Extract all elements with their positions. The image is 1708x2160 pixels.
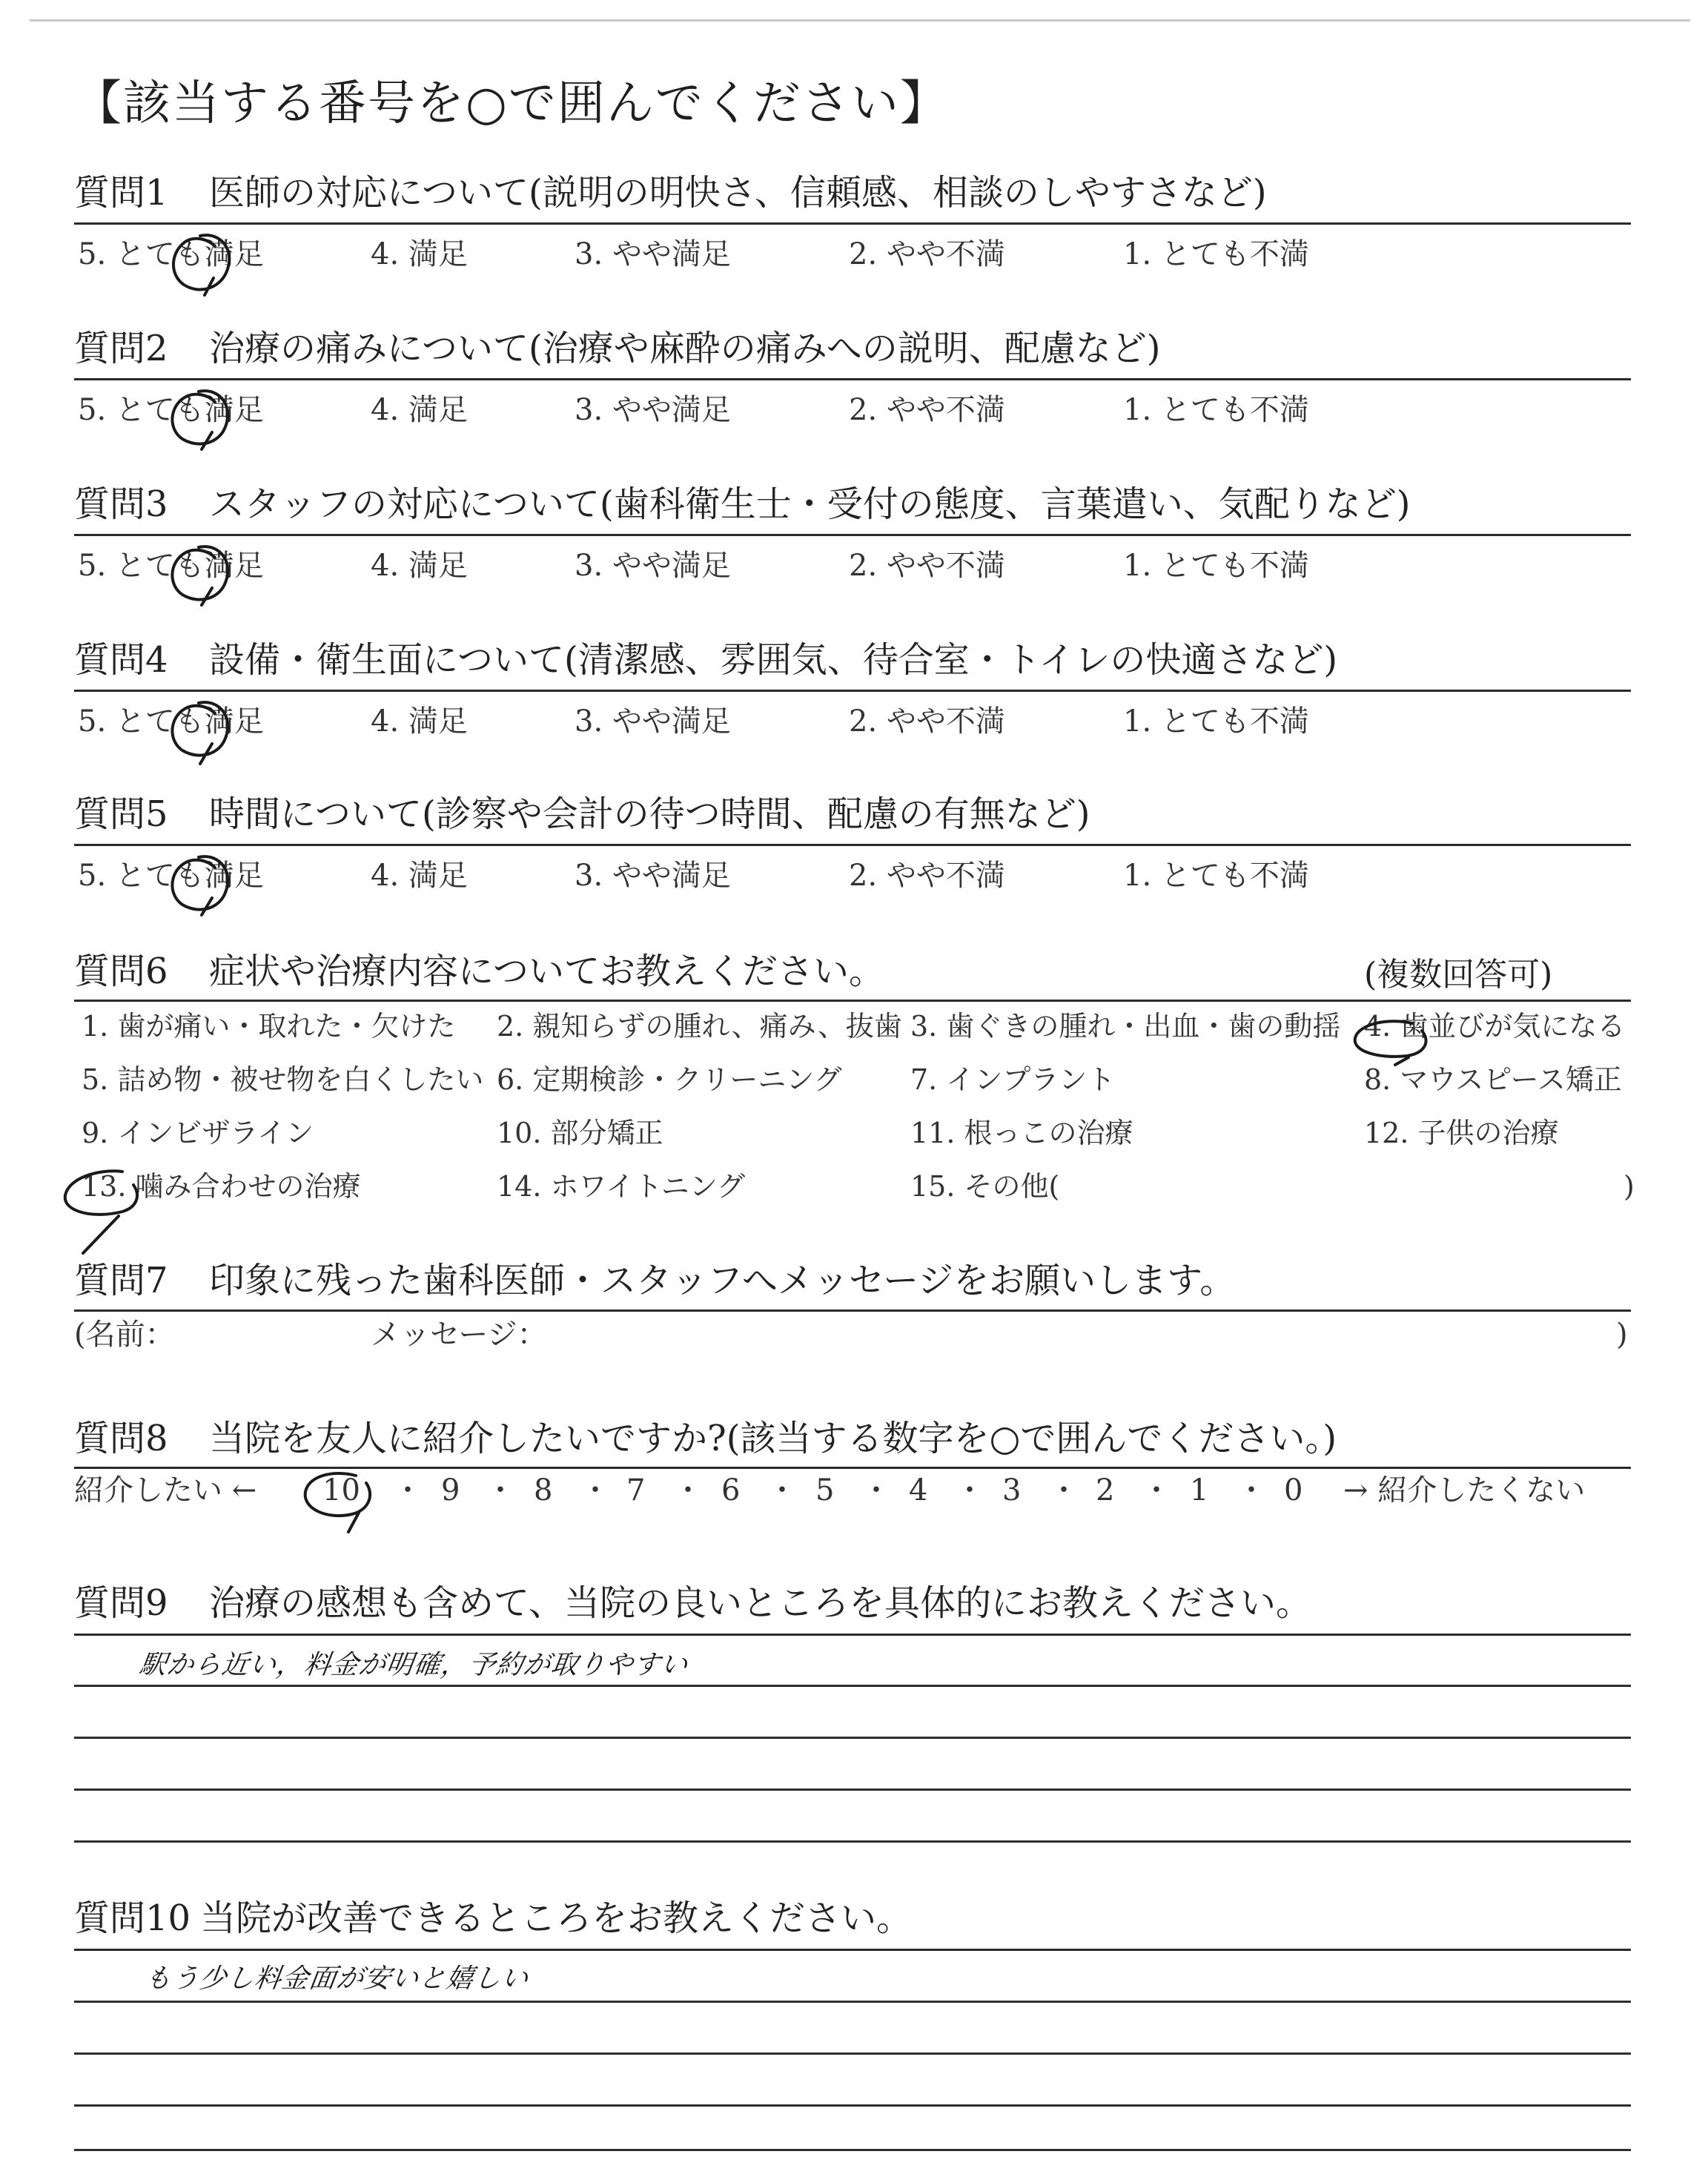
q6-option-6[interactable]: 6. 定期検診・クリーニング xyxy=(497,1063,842,1096)
scale-separator: ・ xyxy=(955,1473,984,1507)
message-label[interactable]: メッセージ： xyxy=(371,1318,547,1352)
rating-option-1[interactable]: 1. とても不満 xyxy=(1123,859,1309,893)
page-top-edge xyxy=(30,19,1690,22)
question-number: 質問9 xyxy=(74,1582,168,1624)
scale-value-7[interactable]: 7 xyxy=(626,1473,646,1507)
question-rule xyxy=(74,1634,1631,1636)
scale-value-0[interactable]: 0 xyxy=(1284,1473,1303,1507)
scale-value-8[interactable]: 8 xyxy=(534,1473,553,1507)
question-10 xyxy=(74,1895,1631,1942)
question-7 xyxy=(74,1257,1631,1304)
question-rule xyxy=(74,1309,1631,1312)
name-label: (名前： xyxy=(74,1318,175,1352)
scale-right-label: → 紹介したくない xyxy=(1343,1473,1586,1507)
question-2 xyxy=(74,325,1631,372)
question-rule xyxy=(74,222,1631,225)
rating-option-2[interactable]: 2. やや不満 xyxy=(849,859,1005,893)
rating-option-3[interactable]: 3. やや満足 xyxy=(575,393,731,427)
rating-option-5[interactable]: 5. とても満足 xyxy=(78,549,264,583)
question-rule xyxy=(74,1949,1631,1951)
answer-line xyxy=(74,2001,1631,2003)
q6-option-12[interactable]: 12. 子供の治療 xyxy=(1364,1117,1559,1149)
rating-option-2[interactable]: 2. やや不満 xyxy=(849,393,1005,427)
scale-separator: ・ xyxy=(1049,1473,1079,1507)
question-3 xyxy=(74,480,1631,528)
q6-option-9[interactable]: 9. インビザライン xyxy=(82,1117,314,1149)
scale-separator: ・ xyxy=(486,1473,515,1507)
multiple-answers-note: (複数回答可) xyxy=(1364,956,1553,994)
question-9 xyxy=(74,1579,1631,1627)
message-close-paren: ) xyxy=(1616,1318,1628,1352)
question-number: 質問3 xyxy=(74,483,168,525)
q6-option-13[interactable]: 13. 噛み合わせの治療 xyxy=(82,1170,361,1203)
question-text: 治療の感想も含めて、当院の良いところを具体的にお教えください。 xyxy=(209,1582,1312,1624)
question-rule xyxy=(74,690,1631,692)
answer-line xyxy=(74,1685,1631,1687)
rating-option-3[interactable]: 3. やや満足 xyxy=(575,237,731,271)
form-heading: 【該当する番号を○で囲んでください】 xyxy=(74,76,949,131)
question-text: 症状や治療内容についてお教えください。 xyxy=(209,951,885,992)
q6-option-14[interactable]: 14. ホワイトニング xyxy=(497,1170,746,1203)
q6-option-1[interactable]: 1. 歯が痛い・取れた・欠けた xyxy=(82,1010,456,1043)
scale-value-9[interactable]: 9 xyxy=(441,1473,460,1507)
scale-value-3[interactable]: 3 xyxy=(1002,1473,1022,1507)
q6-option-row xyxy=(82,1115,1638,1157)
scale-separator: ・ xyxy=(767,1473,797,1507)
question-number: 質問5 xyxy=(74,793,168,835)
question-5 xyxy=(74,790,1631,838)
q7-message-row xyxy=(74,1316,1631,1358)
question-rule xyxy=(74,844,1631,846)
answer-line xyxy=(74,2052,1631,2055)
rating-option-1[interactable]: 1. とても不満 xyxy=(1123,393,1309,427)
q6-option-15[interactable]: 15. その他( xyxy=(910,1170,1060,1203)
rating-option-3[interactable]: 3. やや満足 xyxy=(575,859,731,893)
question-number: 質問10 xyxy=(74,1898,191,1939)
question-text: 医師の対応について(説明の明快さ、信頼感、相談のしやすさなど) xyxy=(209,172,1267,214)
rating-option-4[interactable]: 4. 満足 xyxy=(371,237,468,271)
q6-option-row xyxy=(82,1062,1638,1103)
q6-option-11[interactable]: 11. 根っこの治療 xyxy=(910,1117,1133,1149)
scale-separator: ・ xyxy=(1237,1473,1266,1507)
rating-option-2[interactable]: 2. やや不満 xyxy=(849,549,1005,583)
question-text: 当院を友人に紹介したいですか?(該当する数字を○で囲んでください。) xyxy=(209,1418,1337,1459)
scale-value-10[interactable]: 10 xyxy=(322,1473,360,1507)
question-text: 印象に残った歯科医師・スタッフへメッセージをお願いします。 xyxy=(209,1260,1236,1301)
q10-handwritten-answer: もう少し料金面が安いと嬉しい xyxy=(142,1964,531,1994)
scale-separator: ・ xyxy=(393,1473,423,1507)
q6-option-5[interactable]: 5. 詰め物・被せ物を白くしたい xyxy=(82,1063,484,1096)
question-number: 質問8 xyxy=(74,1418,168,1459)
rating-option-5[interactable]: 5. とても満足 xyxy=(78,237,264,271)
q6-option-4[interactable]: 4. 歯並びが気になる xyxy=(1364,1010,1626,1043)
rating-option-4[interactable]: 4. 満足 xyxy=(371,393,468,427)
scale-value-5[interactable]: 5 xyxy=(815,1473,835,1507)
q6-option-7[interactable]: 7. インプラント xyxy=(910,1063,1116,1096)
answer-line xyxy=(74,1789,1631,1791)
scale-value-1[interactable]: 1 xyxy=(1190,1473,1209,1507)
question-1 xyxy=(74,169,1631,217)
scale-value-4[interactable]: 4 xyxy=(909,1473,928,1507)
rating-option-2[interactable]: 2. やや不満 xyxy=(849,704,1005,739)
q6-option-10[interactable]: 10. 部分矯正 xyxy=(497,1117,663,1149)
rating-option-4[interactable]: 4. 満足 xyxy=(371,549,468,583)
question-8 xyxy=(74,1415,1631,1462)
scale-separator: ・ xyxy=(673,1473,703,1507)
question-text: 設備・衛生面について(清潔感、雰囲気、待合室・トイレの快適さなど) xyxy=(209,639,1338,681)
q6-other-close-paren: ) xyxy=(1623,1170,1635,1203)
rating-option-1[interactable]: 1. とても不満 xyxy=(1123,549,1309,583)
q6-option-row xyxy=(82,1169,1638,1210)
scale-value-6[interactable]: 6 xyxy=(721,1473,741,1507)
answer-line xyxy=(74,1840,1631,1843)
question-number: 質問7 xyxy=(74,1260,168,1301)
rating-option-5[interactable]: 5. とても満足 xyxy=(78,393,264,427)
scale-value-2[interactable]: 2 xyxy=(1096,1473,1115,1507)
answer-line xyxy=(74,2104,1631,2107)
question-number: 質問2 xyxy=(74,328,168,369)
rating-option-4[interactable]: 4. 満足 xyxy=(371,859,468,893)
question-number: 質問1 xyxy=(74,172,168,214)
question-number: 質問6 xyxy=(74,951,168,992)
scale-left-label: 紹介したい ← xyxy=(74,1473,257,1507)
q6-option-2[interactable]: 2. 親知らずの腫れ、痛み、抜歯 xyxy=(497,1010,902,1043)
q6-option-8[interactable]: 8. マウスピース矯正 xyxy=(1364,1063,1622,1096)
rating-option-1[interactable]: 1. とても不満 xyxy=(1123,237,1309,271)
scale-separator: ・ xyxy=(1142,1473,1171,1507)
rating-option-3[interactable]: 3. やや満足 xyxy=(575,549,731,583)
answer-line xyxy=(74,1737,1631,1739)
question-rule xyxy=(74,534,1631,536)
q6-option-3[interactable]: 3. 歯ぐきの腫れ・出血・歯の動揺 xyxy=(910,1010,1341,1043)
answer-line xyxy=(74,2149,1631,2151)
question-rule xyxy=(74,1000,1631,1002)
q9-handwritten-answer: 駅から近い，料金が明確，予約が取りやすい xyxy=(137,1650,690,1680)
scale-separator: ・ xyxy=(580,1473,610,1507)
rating-option-2[interactable]: 2. やや不満 xyxy=(849,237,1005,271)
question-4 xyxy=(74,636,1631,684)
question-text: 当院が改善できるところをお教えください。 xyxy=(200,1898,913,1939)
question-rule xyxy=(74,378,1631,380)
question-text: 治療の痛みについて(治療や麻酔の痛みへの説明、配慮など) xyxy=(209,328,1161,369)
rating-option-3[interactable]: 3. やや満足 xyxy=(575,704,731,739)
scale-separator: ・ xyxy=(861,1473,891,1507)
question-text: スタッフの対応について(歯科衛生士・受付の態度、言葉遣い、気配りなど) xyxy=(209,483,1411,525)
rating-option-1[interactable]: 1. とても不満 xyxy=(1123,704,1309,739)
question-text: 時間について(診察や会計の待つ時間、配慮の有無など) xyxy=(209,793,1090,835)
recommend-scale xyxy=(74,1472,1631,1513)
rating-option-4[interactable]: 4. 満足 xyxy=(371,704,468,739)
rating-option-5[interactable]: 5. とても満足 xyxy=(78,859,264,893)
question-rule xyxy=(74,1467,1631,1469)
q6-option-row xyxy=(82,1008,1638,1050)
question-number: 質問4 xyxy=(74,639,168,681)
rating-option-5[interactable]: 5. とても満足 xyxy=(78,704,264,739)
